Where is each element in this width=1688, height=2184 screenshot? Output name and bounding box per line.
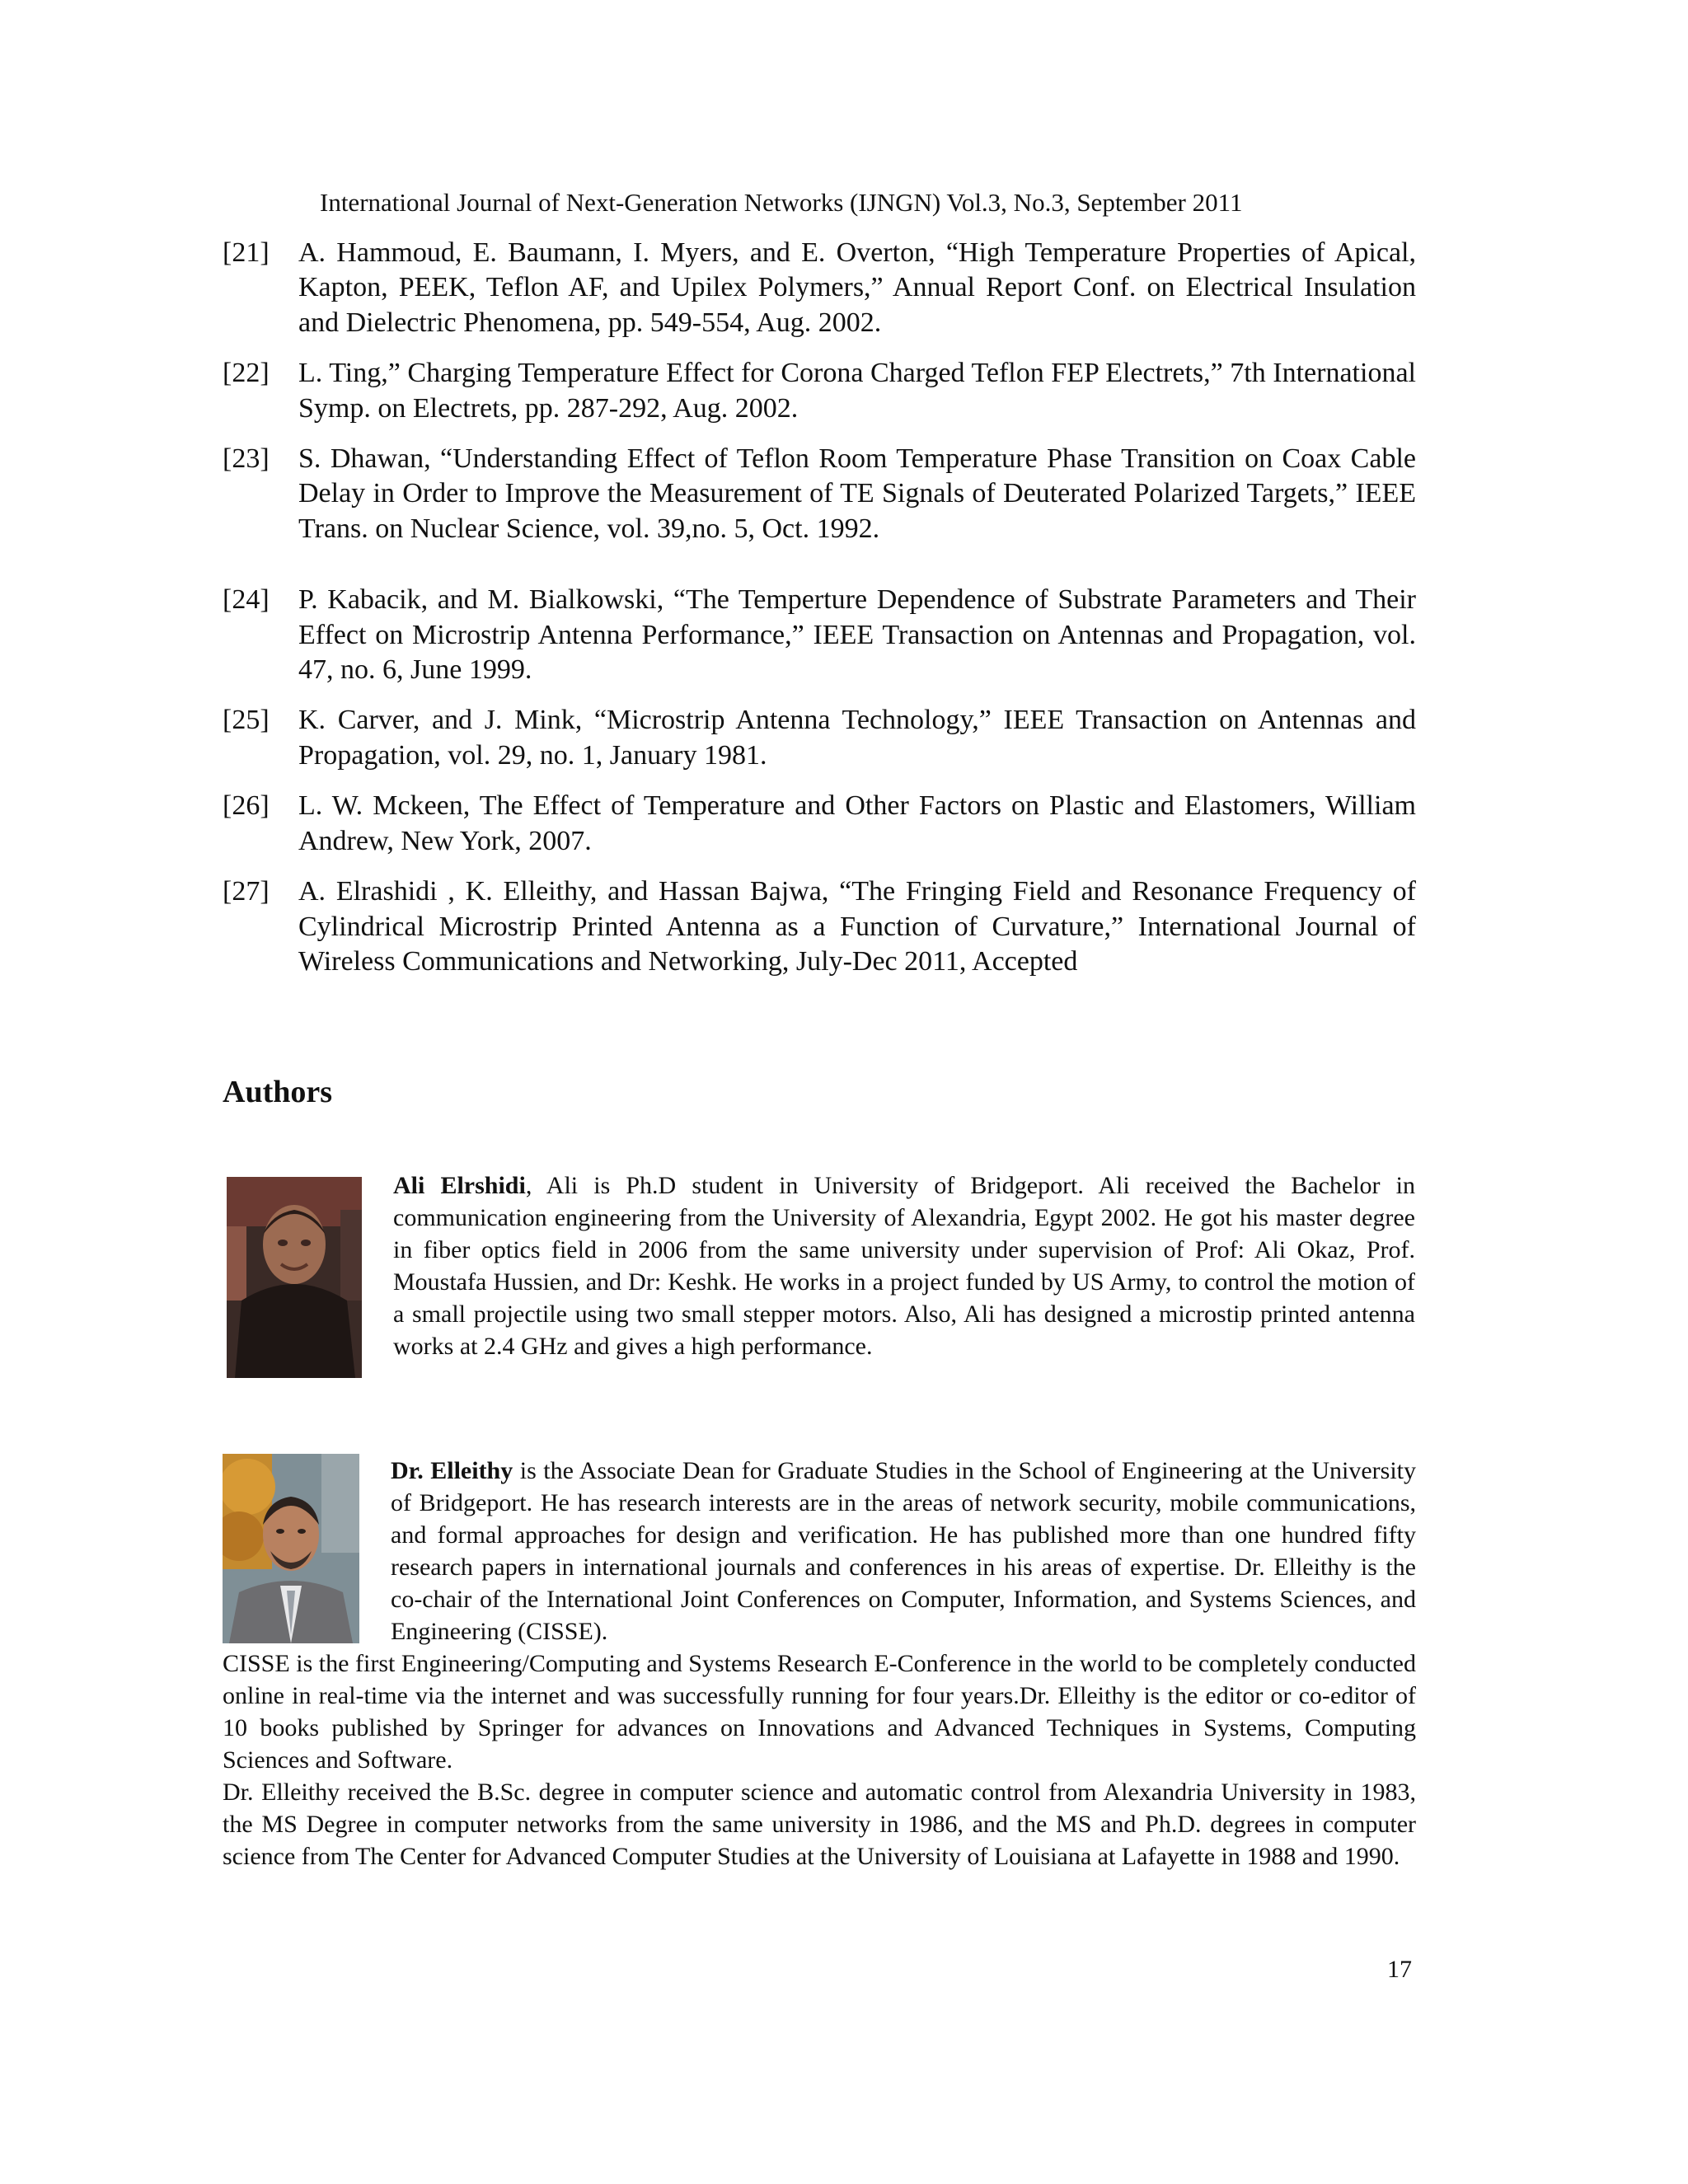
author-bio-text: is the Associate Dean for Graduate Studies in the School of Engineering at the University of Bridgeport. He has research interests are in the areas of network security, mobile communications, and formal approaches for design and verification. He has published more than one hundred fifty research papers in international journals and conferences in his areas of expertise. Dr. Elleithy is the co-chair of the International Joint Conferences on Computer, Information, and Systems Sciences, and Engineering (CISSE). xyxy=(391,1457,1416,1645)
author-photo-elrshidi xyxy=(227,1177,362,1378)
reference-number: [21] xyxy=(223,237,270,268)
reference-text: S. Dhawan, “Understanding Effect of Teflon Room Temperature Phase Transition on Coax Cable Delay in Order to Improve the Measurement of TE Signals of Deuterated Polarized Targets,” IEEE Trans. on Nuclear Science, vol. 39,no. 5, Oct. 1992. xyxy=(298,443,1416,544)
reference-text: K. Carver, and J. Mink, “Microstrip Antenna Technology,” IEEE Transaction on Antennas and Propagation, vol. 29, no. 1, January 1981. xyxy=(298,705,1416,771)
reference-text: L. W. Mckeen, The Effect of Temperature and Other Factors on Plastic and Elastomers, William Andrew, New York, 2007. xyxy=(298,790,1416,856)
reference-text: A. Elrashidi , K. Elleithy, and Hassan Bajwa, “The Fringing Field and Resonance Frequency of Cylindrical Microstrip Printed Antenna as a Function of Curvature,” International Journal of Wireless Communications and Networking, July-Dec 2011, Accepted xyxy=(298,876,1416,977)
reference-number: [27] xyxy=(223,876,270,907)
page-number: 17 xyxy=(1387,1956,1412,1983)
reference-item xyxy=(223,442,1416,546)
reference-number: [26] xyxy=(223,790,270,822)
reference-number: [23] xyxy=(223,443,270,475)
author-bio-paragraph: CISSE is the first Engineering/Computing and Systems Research E-Conference in the world to be completely conducted online in real-time via the internet and was successfully running for four years.Dr. Elleithy is the editor or co-editor of 10 books published by Springer for advances on Innovations and Advanced Techniques in Systems, Computing Sciences and Software. xyxy=(223,1650,1416,1774)
reference-item xyxy=(223,703,1416,773)
author-name: Ali Elrshidi xyxy=(393,1172,526,1199)
author-bio-elleithy xyxy=(391,1455,1416,1647)
reference-number: [24] xyxy=(223,584,270,616)
authors-heading: Authors xyxy=(223,1075,333,1109)
reference-item xyxy=(223,789,1416,859)
reference-text: L. Ting,” Charging Temperature Effect for Corona Charged Teflon FEP Electrets,” 7th International Symp. on Electrets, pp. 287-292, Aug. 2002. xyxy=(298,358,1416,424)
reference-number: [22] xyxy=(223,358,270,389)
reference-item xyxy=(223,356,1416,426)
reference-number: [25] xyxy=(223,705,270,736)
author-bio-text: , Ali is Ph.D student in University of Bridgeport. Ali received the Bachelor in communication engineering from the University of Alexandria, Egypt 2002. He got his master degree in fiber optics field in 2006 from the same university under supervision of Prof: Ali Okaz, Prof. Moustafa Hussien, and Dr: Keshk. He works in a project funded by US Army, to control the motion of a small projectile using two small stepper motors. Also, Ali has designed a microstip printed antenna works at 2.4 GHz and gives a high performance. xyxy=(393,1172,1415,1360)
author-bio-elrshidi xyxy=(393,1169,1415,1362)
reference-text: A. Hammoud, E. Baumann, I. Myers, and E. Overton, “High Temperature Properties of Apical, Kapton, PEEK, Teflon AF, and Upilex Polymers,” Annual Report Conf. on Electrical Insulation and Dielectric Phenomena, pp. 549-554, Aug. 2002. xyxy=(298,237,1416,338)
author-bio-paragraph: Dr. Elleithy received the B.Sc. degree in computer science and automatic control from Alexandria University in 1983, the MS Degree in computer networks from the same university in 1986, and the MS and Ph.D. degrees in computer science from The Center for Advanced Computer Studies at the University of Louisiana at Lafayette in 1988 and 1990. xyxy=(223,1779,1416,1870)
author-name: Dr. Elleithy xyxy=(391,1457,513,1484)
reference-item xyxy=(223,236,1416,340)
running-header: International Journal of Next-Generation Networks (IJNGN) Vol.3, No.3, September 2011 xyxy=(320,188,1243,217)
author-photo-elleithy xyxy=(223,1454,359,1643)
reference-list xyxy=(223,236,1416,995)
reference-text: P. Kabacik, and M. Bialkowski, “The Temperture Dependence of Substrate Parameters and Their Effect on Microstrip Antenna Performance,” IEEE Transaction on Antennas and Propagation, vol. 47, no. 6, June 1999. xyxy=(298,584,1416,686)
reference-item xyxy=(223,874,1416,979)
reference-item xyxy=(223,583,1416,687)
